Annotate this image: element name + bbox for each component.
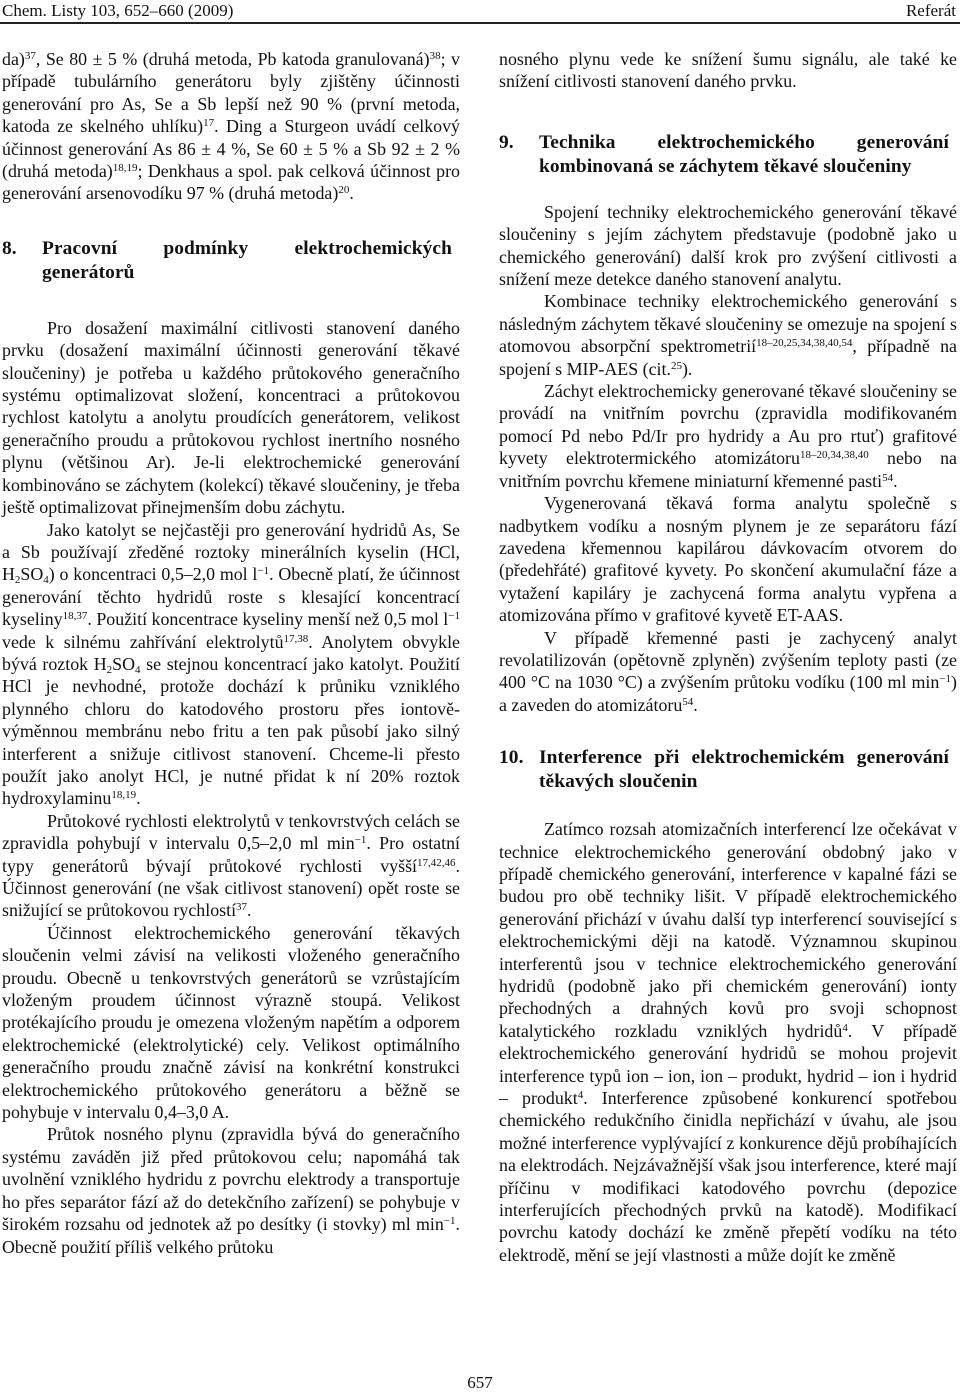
section-8-heading: 8. Pracovní podmínky elektrochemických generátorů (2, 237, 452, 283)
section-10-heading: 10. Interference při elektrochemickém generování těkavých sloučenin (499, 747, 949, 793)
left-column (2, 48, 460, 1258)
page-header (0, 0, 960, 24)
paragraph: V případě křemenné pasti je zachycený analyt revolatilizován (opětovně zplyněn) zvýšením teploty pasti (ze 400 °C na 1030 °C) a zvýšením průtoku vodíku (100 ml $\min^{-1}$) a zaveden do atomizátoru$^{54}$. (499, 627, 957, 715)
paragraph: Účinnost elektrochemického generování těkavých sloučenin velmi závisí na velikosti vloženého generačního proudu. Obecně u tenkovrstvých generátorů se vzrůstajícím vloženým proudem účinnost výrazně stoupá. Velikost protékajícího proudu je omezena vloženým napětím a odporem elektrochemické (elektrolytické) cely. Velikost optimálního generačního proudu značně závisí na konkrétní konstrukci elektrochemického průtokového generátoru a běžně se pohybuje v intervalu 0,4–3,0 A. (2, 922, 460, 1123)
journal-citation: Chem. Listy 103, 652–660 (2009) (2, 1, 234, 20)
paragraph: Vygenerovaná těkavá forma analytu společně s nadbytkem vodíku a nosným plynem je ze separátoru fází zavedena křemennou kapilárou dávkovacím otvorem do (předehřáté) grafitové kyvety. Po skončení akumulační fáze a vytažení kapiláry je zachycená forma analytu vypřena a atomizována přímo v grafitové kyvetě ET-AAS. (499, 493, 957, 626)
paragraph: Průtok nosného plynu (zpravidla bývá do generačního systému zaváděn již před průtokovou celu; napomáhá tak uvolnění vzniklého hydridu z povrchu elektrody a transportuje ho přes separátor fází až do detekčního zařízení) se pohybuje v širokém rozsahu od jednotek až po desítky (i stovky) ml $\min^{-1}$. Obecně použití příliš velkého průtoku (2, 1124, 460, 1257)
paragraph: Průtokové rychlosti elektrolytů v tenkovrstvých celách se zpravidla pohybují v intervalu 0,5–2,0 ml $\min^{-1}$. Pro ostatní typy generátorů bývají průtokové rychlosti vyšší$^{17,42,46}$. Účinnost generování (ne však citlivost stanovení) opět roste se snižující se průtokovou rychlostí$^{37}$. (2, 810, 460, 921)
page-number: 657 (467, 1373, 493, 1392)
section-label: Referát (905, 1, 956, 20)
paragraph: Záchyt elektrochemicky generované těkavé sloučeniny se provádí na vnitřním povrchu (zpravidla modifikovaném pomocí Pd nebo Pd/Ir pro hydridy a Au pro rtuť) grafitové kyvety elektrotermického atomizátoru$^{18-20,34,38,40}$ nebo na vnitřním povrchu křemene miniaturní křemenné pasti$^{54}$. (499, 381, 957, 491)
right-column (499, 48, 957, 1266)
paragraph: Pro dosažení maximální citlivosti stanovení daného prvku (dosažení maximální účinnosti generování těkavé sloučeniny) je potřeba u každého průtokového generačního systému optimalizovat složení, koncentraci a průtokovou rychlost katolytu a anolytu proudících generátorem, velikost generačního proudu a průtokovou rychlost inertního nosného plynu (většinou Ar). Je-li elektrochemické generování kombinováno se záchytem (kolekcí) těkavé sloučeniny, je třeba ještě optimalizovat přinejmenším dobu záchytu. (2, 317, 460, 518)
intro-paragraph: da)$^{37}$, Se 80 ± 5 % (druhá metoda, Pb katoda granulovaná)$^{38}$; v případě tubulárního generátoru byly zjištěny účinnosti generování pro As, Se a Sb lepší než 90 % (první metoda, katoda ze skelného uhlíku)$^{17}$. Ding a Sturgeon uvádí celkový účinnost generování As 86 ± 4 %, Se 60 ± 5 % a Sb 92 ± 2 % (druhá metoda)$^{18,19}$; Denkhaus a spol. pak celková účinnost pro generování arsenovodíku 97 % (druhá metoda)$^{20}$. (2, 49, 461, 204)
paragraph: Zatímco rozsah atomizačních interferencí lze očekávat v technice elektrochemického generování obdobný jako v případě chemického generování, interference v kapalné fázi se budou pro obě techniky lišit. V případě elektrochemického generování přichází v úvahu další typ interferencí související s elektrochemickými ději na katodě. Významnou skupinou interferentů jsou v technice elektrochemického generování hydridů (podobně jako při chemickém generování) ionty přechodných a drahných kovů pro svoji schopnost katalytického rozkladu vzniklých hydridů$^4$. V případě elektrochemického generování hydridů se mohou projevit interference typů ion – ion, ion – produkt, hydrid – ion i hydrid – produkt$^4$. Interference způsobené konkurencí spotřebou chemického redukčního činidla nepřichází v úvahu, ale jsou možné interference vyplývající z konkurence dějů probíhajících na elektrodách. Nejzávažnější však jsou interference, které mají příčinu v modifikaci katodového povrchu (depozice interferujících přechodných prvků na katodě). Modifikací povrchu katody dochází ke změně přepětí vodíku na této elektrodě, mění se její vlastnosti a může dojít ke změně (499, 819, 958, 1265)
paragraph: Kombinace techniky elektrochemického generování s následným záchytem těkavé sloučeniny se omezuje na spojení s atomovou absorpční spektrometrií$^{18-20,25,34,38,40,54}$, případně na spojení s MIP-AES (cit.$^{25}$). (499, 291, 957, 379)
continued-paragraph: nosného plynu vede ke snížení šumu signálu, ale také ke snížení citlivosti stanovení daného prvku. (499, 49, 957, 92)
section-9-heading: 9. Technika elektrochemického generování kombinovaná se záchytem těkavé sloučeniny (499, 131, 949, 177)
paragraph: Spojení techniky elektrochemického generování těkavé sloučeniny s jejím záchytem představuje (podobně jako u chemického generování) další krok pro zvýšení citlivosti a snížení meze detekce daného stanovení analytu. (499, 201, 957, 290)
paragraph: Jako katolyt se nejčastěji pro generování hydridů As, Se a Sb používají zředěné roztoky minerálních kyselin (HCl, $H_2SO_4$) o koncentraci 0,5–2,0 mol $l^{-1}$. Obecně platí, že účinnost generování těchto hydridů roste s klesající koncentrací kyseliny$^{18,37}$. Použití koncentrace kyseliny menší než 0,5 mol $l^{-1}$ vede k silnému zahřívání elektrolytů$^{17,38}$. Anolytem obvykle bývá roztok $H_2SO_4$ se stejnou koncentrací jako katolyt. Použití HCl je nevhodné, protože dochází k průniku vzniklého plynného chloru do katodového prostoru přes iontově-výměnnou membránu nebo fritu a ten pak působí jako silný interferent a snižuje citlivost stanovení. Chceme-li přesto použít jako anolyt HCl, je nutné přidat k ní 20% roztok hydroxylaminu$^{18,19}$. (2, 519, 461, 809)
